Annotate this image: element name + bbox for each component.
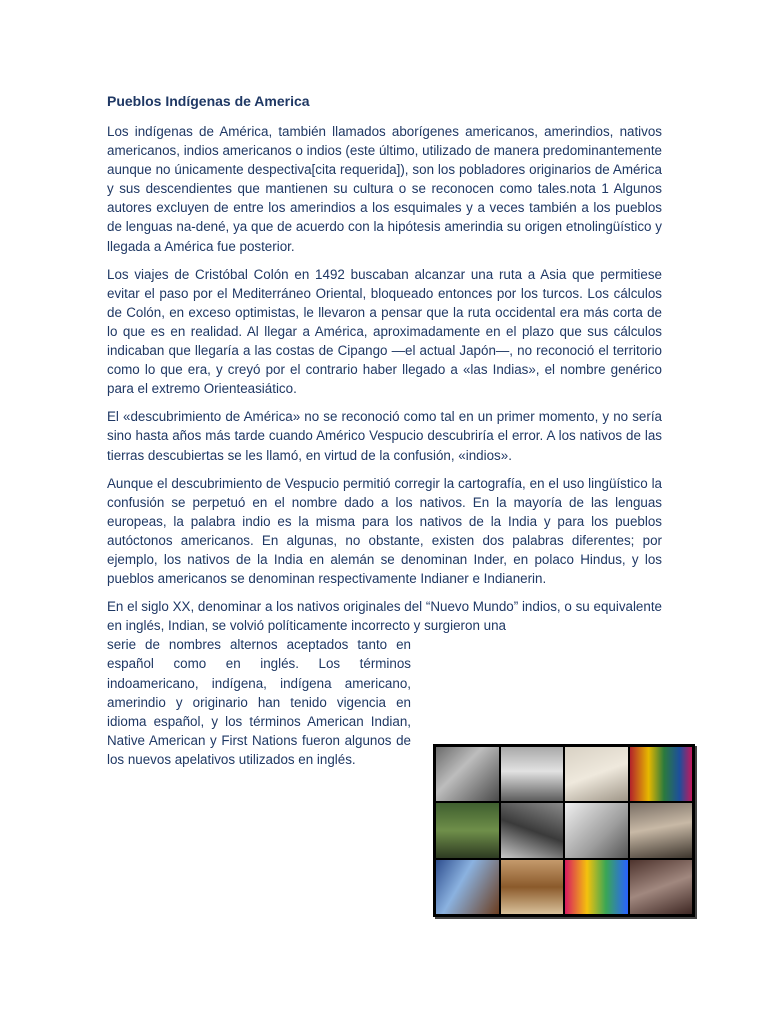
collage-photo-10 bbox=[501, 860, 564, 914]
paragraph-1: Los indígenas de América, también llamados aborígenes americanos, amerindios, nativos americanos, indios americanos o indios (este último, utilizado de manera predominantemente aunque no únicamente despectiva[cita requerida]), son los pobladores originarios de América y sus descendientes que mantienen su cultura o se reconocen como tales.nota 1 Algunos autores excluyen de entre los amerindios a los esquimales y a veces también a los pueblos de lenguas na-dené, ya que de acuerdo con la hipótesis amerindia su origen etnolingüístico y llegada a América fue posterior. bbox=[107, 124, 662, 254]
collage-photo-2 bbox=[501, 747, 564, 801]
collage-photo-8 bbox=[630, 803, 693, 857]
paragraph-5-wrapped: serie de nombres alternos aceptados tanto en español como en inglés. Los términos indoamericano, indígena, indígena americano, amerindio y originario han tenido vigencia en idioma español, y los términos American Indian, Native American y First Nations fueron algunos de los nuevos apelativos utilizados en inglés. bbox=[107, 637, 411, 767]
collage-photo-4 bbox=[630, 747, 693, 801]
paragraph-5-intro: En el siglo XX, denominar a los nativos originales del “Nuevo Mundo” indios, o su equivalente en inglés, Indian, se volvió políticamente incorrecto y surgieron una bbox=[107, 599, 662, 634]
document-title: Pueblos Indígenas de America bbox=[107, 93, 310, 109]
collage-photo-5 bbox=[436, 803, 499, 857]
paragraph-3: El «descubrimiento de América» no se reconoció como tal en un primer momento, y no sería sino hasta años más tarde cuando Américo Vespucio descubriría el error. A los nativos de las tierras descubiertas se les llamó, en virtud de la confusión, «indios». bbox=[107, 409, 662, 463]
document-page bbox=[107, 92, 662, 778]
indigenous-peoples-photo-collage bbox=[433, 744, 695, 917]
collage-photo-1 bbox=[436, 747, 499, 801]
collage-photo-7 bbox=[565, 803, 628, 857]
collage-photo-12 bbox=[630, 860, 693, 914]
collage-photo-6 bbox=[501, 803, 564, 857]
paragraph-4: Aunque el descubrimiento de Vespucio permitió corregir la cartografía, en el uso lingüístico la confusión se perpetuó en el nombre dado a los nativos. En la mayoría de las lenguas europeas, la palabra indio es la misma para los nativos de la India y para los pueblos autóctonos americanos. En algunas, no obstante, existen dos palabras diferentes; por ejemplo, los nativos de la India en alemán se denominan Inder, en polaco Hindus, y los pueblos americanos se denominan respectivamente Indianer e Indianerin. bbox=[107, 475, 662, 587]
collage-photo-11 bbox=[565, 860, 628, 914]
collage-photo-9 bbox=[436, 860, 499, 914]
collage-photo-3 bbox=[565, 747, 628, 801]
paragraph-2: Los viajes de Cristóbal Colón en 1492 buscaban alcanzar una ruta a Asia que permitiese evitar el paso por el Mediterráneo Oriental, bloqueado entonces por los turcos. Los cálculos de Colón, en exceso optimistas, le llevaron a pensar que la ruta occidental era más corta de lo que es en realidad. Al llegar a América, aproximadamente en el plazo que sus cálculos indicaban que llegaría a las costas de Cipango —el actual Japón—, no reconoció el territorio como lo que era, y creyó por el contrario haber llegado a «las Indias», el nombre genérico para el extremo Orienteasiático. bbox=[107, 266, 662, 397]
